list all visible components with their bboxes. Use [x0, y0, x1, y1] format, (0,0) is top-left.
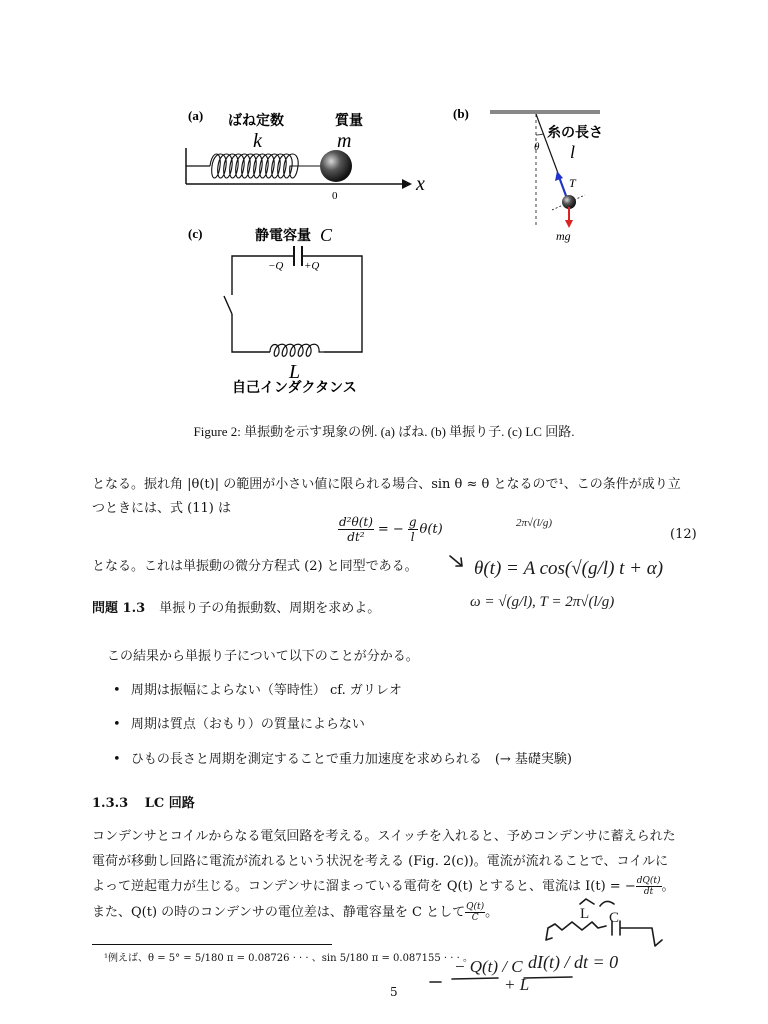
tag-b: (b) [453, 106, 469, 121]
problem [92, 600, 380, 618]
figure-caption: Figure 2: 単振動を示す現象の例. (a) ばね. (b) 単振り子. (c) LC 回路. [193, 424, 575, 439]
bullet-text: ひもの長さと周期を測定することで重力加速度を求められる (→ 基礎実験) [130, 752, 572, 767]
bullet-item [113, 716, 365, 734]
handwritten-arrow [450, 556, 462, 566]
x-axis-arrowhead [402, 179, 412, 189]
circuit-wire-left [232, 314, 270, 352]
handwritten-period-note: 2π√(l/g) [516, 517, 552, 529]
eq12-rhs: $\frac{g}{l}$ [408, 515, 417, 544]
footnote-rule [92, 944, 332, 945]
bullet-dot: • [113, 717, 121, 732]
section-number: 1.3.3 [92, 796, 129, 811]
handwritten-lc-left: − Q(t) / C [454, 957, 523, 976]
mass-ball [320, 150, 352, 182]
tension-symbol: T [569, 176, 576, 190]
bullet-text: 周期は質点（おもり）の質量によらない [130, 717, 365, 732]
handwritten-solution: θ(t) = A cos(√(g/l) t + α) [474, 558, 664, 579]
eq12-tail: θ(t) [419, 522, 443, 537]
handwritten-lc-right: dI(t) / dt = 0 [528, 952, 619, 972]
mass-symbol: m [337, 130, 352, 152]
inductor-coil [270, 344, 324, 356]
handwritten-period: , T = 2π√(l/g) [532, 594, 615, 610]
tag-c: (c) [188, 226, 203, 241]
current-fraction: $\frac{dQ(t)}{dt}$ [636, 876, 661, 897]
bullet-item [113, 751, 572, 769]
paragraph-line: また、Q(t) の時のコンデンサの電位差は、静電容量を C として $\frac{Q(t)}{C}$ 。 [92, 902, 499, 923]
angle-symbol: θ [534, 141, 540, 153]
section-heading [92, 795, 195, 813]
voltage-fraction: $\frac{Q(t)}{C}$ [466, 902, 485, 923]
capacitance-symbol: C [320, 225, 333, 245]
angle-arc [536, 134, 543, 135]
spring-coil [210, 154, 322, 178]
ceiling [490, 110, 600, 114]
charge-negative: −Q [268, 260, 284, 272]
paragraph-line: つときには、式 (11) は [92, 501, 231, 516]
handwritten-circuit-L: L [580, 906, 590, 922]
equation-12 [338, 515, 443, 544]
paragraph-line: となる。振れ角 |θ(t)| の範囲が小さい値に限られる場合、sin θ ≈ θ となるので¹、この条件が成り立 [92, 477, 681, 492]
switch [224, 296, 232, 314]
section-title: LC 回路 [144, 796, 195, 811]
tension-arrow [559, 177, 566, 196]
paragraph-line: この結果から単振り子について以下のことが分かる。 [107, 649, 419, 664]
page-number: 5 [390, 985, 398, 999]
gravity-symbol: mg [556, 229, 571, 243]
eq12-lhs: $\frac{\text{d²θ(t)}}{\text{dt²}}$ [339, 515, 373, 544]
bullet-text: 周期は振幅によらない（等時性） cf. ガリレオ [130, 683, 402, 698]
tag-a: (a) [188, 108, 204, 123]
charge-positive: +Q [304, 260, 320, 272]
handwritten-fraction-bar-2 [524, 977, 572, 978]
inductance-label: 自己インダクタンス [232, 381, 357, 396]
problem-text: 単振り子の角振動数、周期を求めよ。 [159, 601, 381, 616]
paragraph-line: となる。これは単振動の微分方程式 (2) と同型である。 [92, 559, 418, 574]
tension-arrowhead [555, 171, 563, 181]
pendulum-bob [562, 195, 576, 209]
spring-constant-label: ばね定数 [228, 114, 284, 129]
origin-label: 0 [332, 190, 338, 202]
footnote: ¹例えば、θ = 5° = 5/180 π = 0.08726 · · · 、sin 5/180 π = 0.087155 · · · 。 [104, 953, 473, 964]
paragraph-line: コンデンサとコイルからなる電気回路を考える。スイッチを入れると、予めコンデンサに蓄えられた [92, 829, 676, 844]
bullet-dot: • [113, 752, 121, 767]
eq12-equals: = − [377, 522, 404, 537]
bullet-item [113, 682, 402, 700]
string-length-symbol: l [570, 142, 576, 162]
x-axis-label: x [416, 173, 425, 195]
handwritten-omega: ω = √(g/l) [470, 594, 533, 610]
figure-2 [0, 0, 768, 420]
inductance-symbol: L [289, 361, 301, 383]
equation-number: (12) [670, 527, 697, 542]
string-length-label: 糸の長さ [547, 126, 603, 141]
paragraph-line: よって逆起電力が生じる。コンデンサに溜まっている電荷を Q(t) とすると、電流は I(t) = − $\frac{dQ(t)}{dt}$ 。 [92, 876, 675, 897]
gravity-arrowhead [565, 220, 573, 228]
mass-label: 質量 [335, 114, 363, 129]
paragraph-line: 電荷が移動し回路に電流が流れるという状況を考える (Fig. 2(c))。電流が流れることで、コイルに [92, 854, 669, 869]
circuit-wire-top [232, 256, 294, 295]
problem-label: 問題 1.3 [92, 601, 146, 616]
capacitance-label: 静電容量 [255, 229, 311, 244]
handwritten-circuit [546, 899, 662, 946]
bullet-dot: • [113, 683, 121, 698]
handwritten-circuit-C: C [609, 910, 620, 926]
handwritten-fraction-bar-1 [452, 978, 498, 979]
handwritten-lc-mid: + L [504, 975, 530, 994]
spring-constant-symbol: k [253, 130, 262, 152]
